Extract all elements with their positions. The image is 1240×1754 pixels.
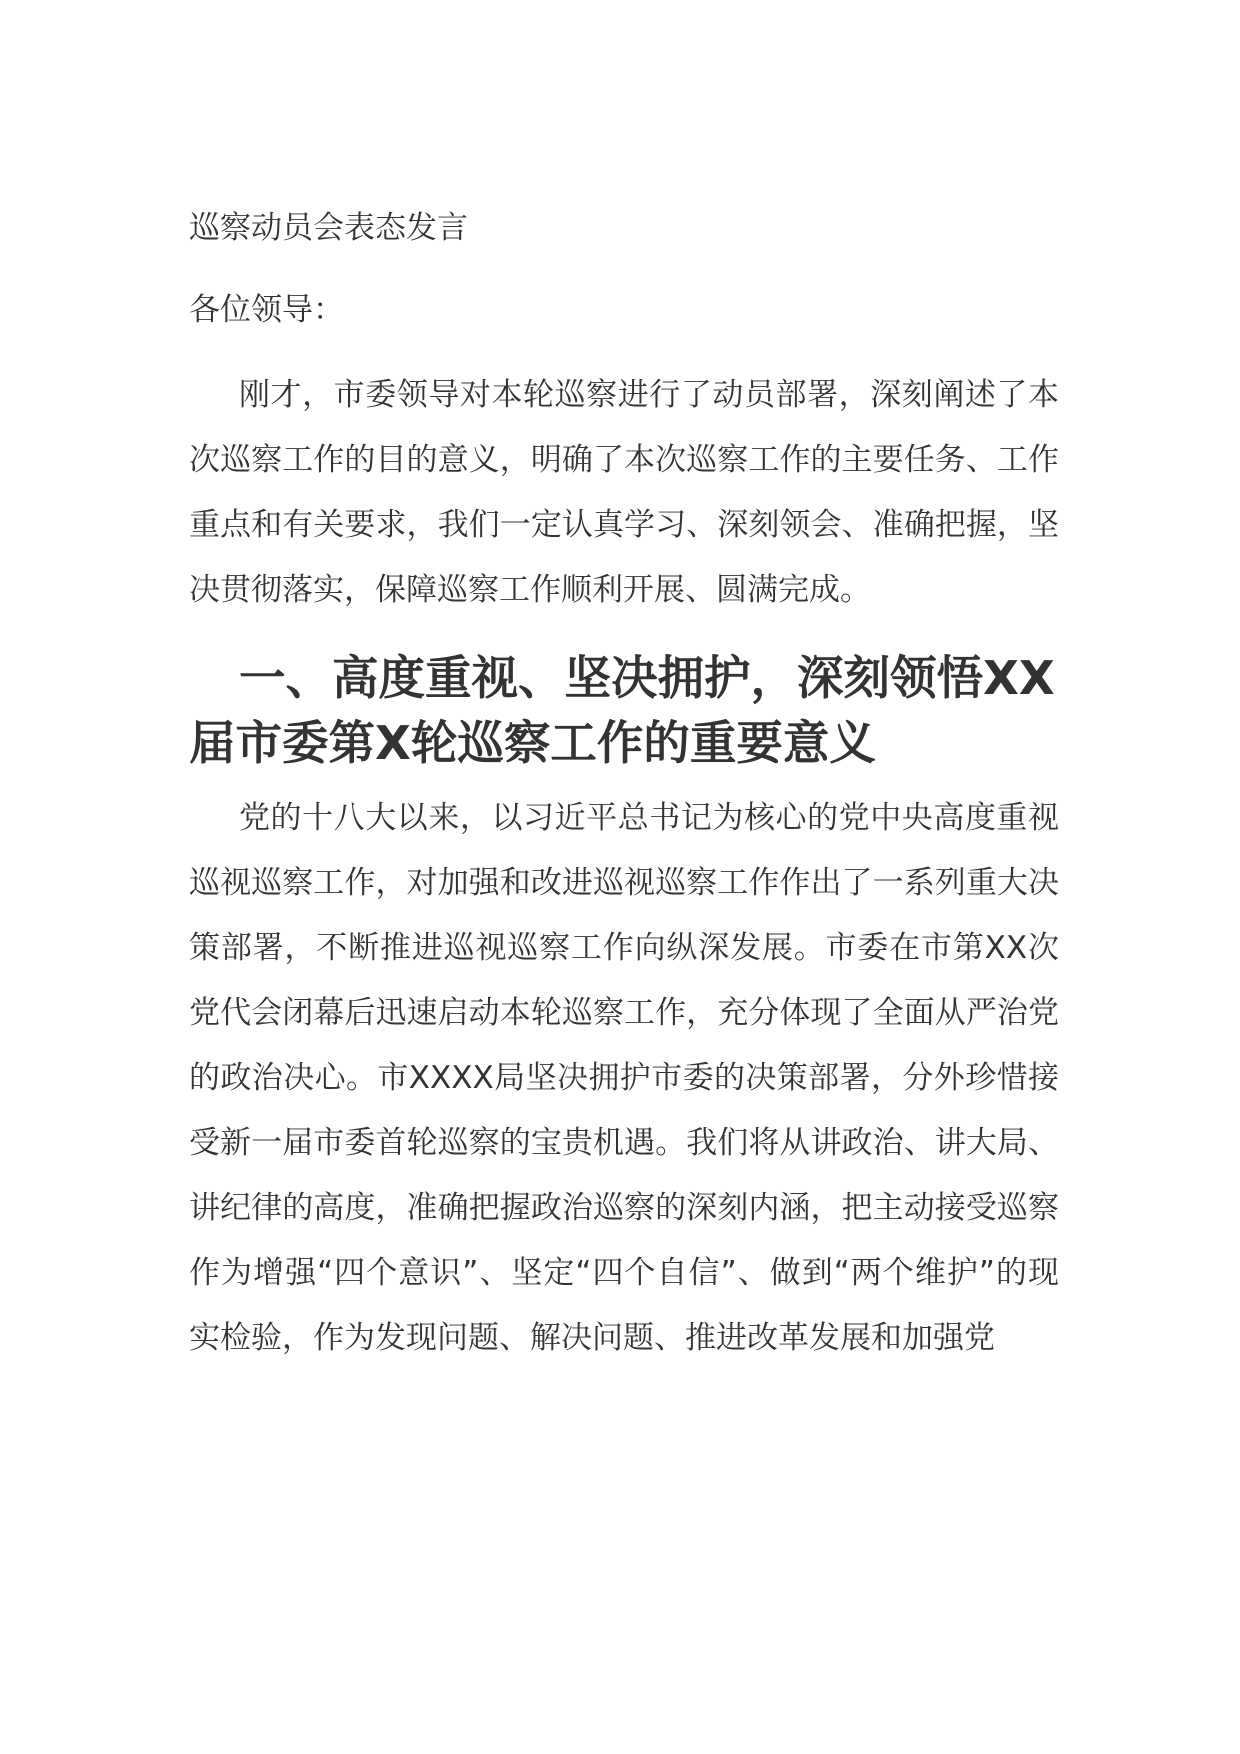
salutation: 各位领导： — [189, 292, 344, 328]
document-body — [189, 196, 1059, 1371]
section-1-heading: 一、高度重视、坚决拥护，深刻领悟XX届市委第X轮巡察工作的重要意义 — [189, 651, 1055, 770]
section-1-paragraph: 党的十八大以来，以习近平总书记为核心的党中央高度重视巡视巡察工作，对加强和改进巡视巡察工作作出了一系列重大决策部署，不断推进巡视巡察工作向纵深发展。市委在市第XX次党代会闭幕后迅速启动本轮巡察工作，充分体现了全面从严治党的政治决心。市XXXX局坚决拥护市委的决策部署，分外珍惜接受新一届市委首轮巡察的宝贵机遇。我们将从讲政治、讲大局、讲纪律的高度，准确把握政治巡察的深刻内涵，把主动接受巡察作为增强“四个意识”、坚定“四个自信”、做到“两个维护”的现实检验，作为发现问题、解决问题、推进改革发展和加强党 — [189, 800, 1059, 1356]
opening-paragraph: 刚才，市委领导对本轮巡察进行了动员部署，深刻阐述了本次巡察工作的目的意义，明确了本次巡察工作的主要任务、工作重点和有关要求，我们一定认真学习、深刻领会、准确把握，坚决贯彻落实，保障巡察工作顺利开展、圆满完成。 — [189, 377, 1059, 608]
document-title: 巡察动员会表态发言 — [189, 210, 468, 246]
